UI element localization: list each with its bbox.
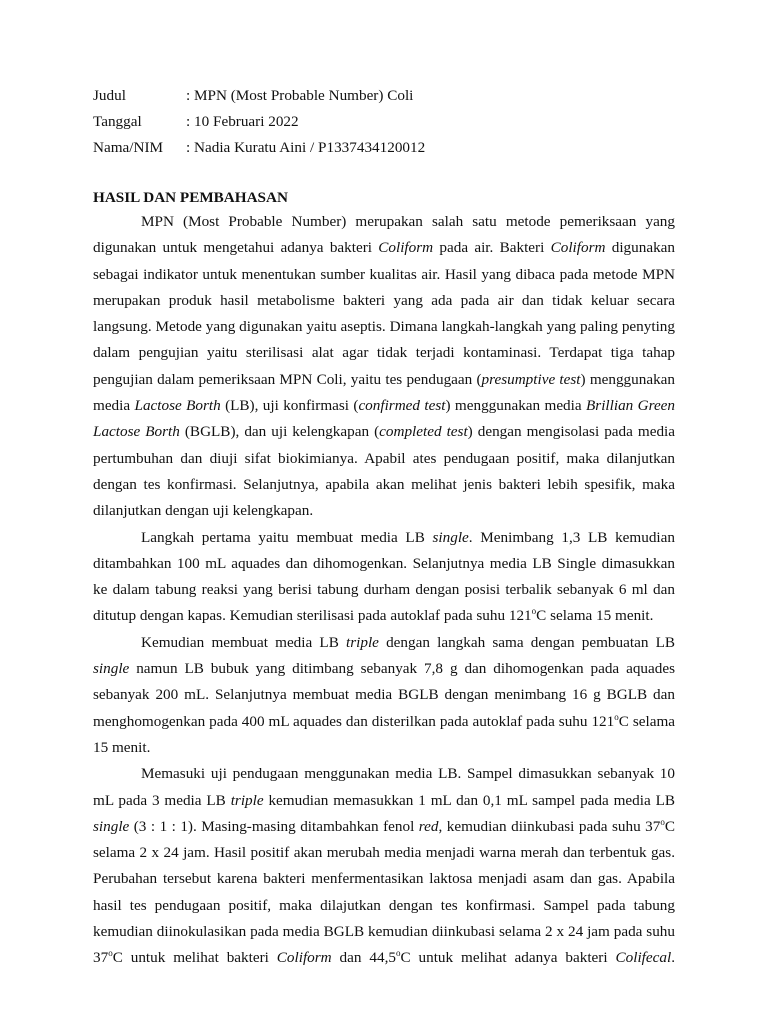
italic-text: Coliform <box>276 949 332 967</box>
italic-text: triple <box>230 791 264 809</box>
text-run: . Menimbang 1,3 LB kemudian ditambahkan 100 mL aquades dan dihomogenkan. Selanjutnya media LB Single dimasukkan ke dalam tabung reaksi yang berisi tabung durham dengan posisi terbalik sebanyak 6 ml dan ditutup dengan kapas. Kemudian sterilisasi pada autoklaf pada suhu 121 <box>93 528 675 625</box>
meta-row-name <box>93 138 425 164</box>
text-run: MPN (Most Probable Number) merupakan salah satu metode pemeriksaan yang digunakan untuk mengetahui adanya bakteri <box>93 213 675 257</box>
text-run: Kemudian membuat media LB <box>141 633 346 651</box>
document-body <box>93 209 675 972</box>
text-run: kemudian memasukkan 1 mL dan 0,1 mL sampel pada media LB <box>263 791 675 809</box>
italic-text: red <box>418 817 439 835</box>
meta-row-date <box>93 112 425 138</box>
text-run: (BGLB), dan uji kelengkapan ( <box>179 423 380 441</box>
italic-text: Coliform <box>550 239 606 257</box>
text-run: dengan langkah sama dengan pembuatan LB <box>378 633 675 651</box>
text-run: . <box>671 949 675 967</box>
meta-value: : Nadia Kuratu Aini / P1337434120012 <box>186 139 426 156</box>
text-run: , kemudian diinkubasi pada suhu 37 <box>438 817 661 835</box>
superscript-text: o <box>660 816 665 827</box>
italic-text: presumptive test <box>481 370 581 388</box>
superscript-text: o <box>614 711 619 722</box>
text-run: ) dengan mengisolasi pada media pertumbuhan dan diuji sifat biokimianya. Apabil ates pendugaan positif, maka dilanjutkan dengan tes konfirmasi. Selanjutnya, apabila akan melihat jenis bakteri lebih spesifik, maka dilanjutkan dengan uji kelengkapan. <box>93 423 675 520</box>
meta-row-title <box>93 86 425 112</box>
text-run: (3 : 1 : 1). Masing-masing ditambahkan fenol <box>129 817 419 835</box>
italic-text: single <box>432 528 469 546</box>
italic-text: completed test <box>379 423 468 441</box>
section-heading: HASIL DAN PEMBAHASAN <box>93 189 288 206</box>
paragraph-4 <box>93 761 675 971</box>
meta-value: : MPN (Most Probable Number) Coli <box>186 87 414 104</box>
text-run: dan 44,5 <box>331 949 396 967</box>
meta-value: : 10 Februari 2022 <box>186 113 299 130</box>
text-run: pada air. Bakteri <box>433 239 551 257</box>
meta-key: Tanggal <box>93 113 142 130</box>
paragraph-3 <box>93 630 675 761</box>
italic-text: triple <box>346 633 379 651</box>
superscript-text: o <box>395 948 401 959</box>
superscript-text: o <box>531 606 537 617</box>
text-run: C selama 15 menit. <box>536 607 654 625</box>
text-run: digunakan sebagai indikator untuk menentukan sumber kualitas air. Hasil yang dibaca pada metode MPN merupakan produk hasil metabolisme bakteri yang ada pada air dan tidak keluar secara langsung. Metode yang digunakan yaitu aseptis. Dimana langkah-langkah yang paling penyting dalam pengujian yaitu sterilisasi alat agar tidak terjadi kontaminasi. Terdapat tiga tahap pengujian dalam pemeriksaan MPN Coli, yaitu tes pendugaan ( <box>93 239 675 388</box>
italic-text: confirmed test <box>358 397 446 415</box>
text-run: C selama 2 x 24 jam. Hasil positif akan merubah media menjadi warna merah dan terbentuk gas. Perubahan tersebut karena bakteri menfermentasikan laktosa menjadi asam dan gas. Apabila hasil tes pendugaan positif, maka dilajutkan dengan tes konfirmasi. Sampel pada tabung kemudian diinokulasikan pada media BGLB kemudian diinkubasi selama 2 x 24 jam pada suhu 37 <box>93 817 675 967</box>
italic-text: Coliform <box>378 239 434 257</box>
paragraph-2 <box>93 525 675 630</box>
text-run: namun LB bubuk yang ditimbang sebanyak 7,8 g dan dihomogenkan pada aquades sebanyak 200 mL. Selanjutnya membuat media BGLB dengan menimbang 16 g BGLB dan menghomogenkan pada 400 mL aquades dan disterilkan pada autoklaf pada suhu 121 <box>93 660 675 730</box>
text-run: (LB), uji konfirmasi ( <box>220 397 359 415</box>
text-run: Memasuki uji pendugaan menggunakan media LB. Sampel dimasukkan sebanyak 10 mL pada 3 media LB <box>93 765 675 809</box>
meta-key: Judul <box>93 87 126 104</box>
text-run: Langkah pertama yaitu membuat media LB <box>141 528 433 546</box>
italic-text: single <box>93 817 130 835</box>
italic-text: single <box>93 660 130 678</box>
paragraph-1 <box>93 209 675 525</box>
document-meta <box>93 86 425 164</box>
italic-text: Lactose Borth <box>134 397 221 415</box>
text-run: C selama 15 menit. <box>93 712 676 756</box>
meta-key: Nama/NIM <box>93 139 164 156</box>
italic-text: Colifecal <box>615 949 672 967</box>
italic-text: Brillian Green Lactose Borth <box>93 397 676 441</box>
text-run: ) menggunakan media <box>93 370 676 415</box>
superscript-text: o <box>108 948 113 959</box>
text-run: C untuk melihat adanya bakteri <box>400 949 616 967</box>
text-run: C untuk melihat bakteri <box>112 949 277 967</box>
text-run: ) menggunakan media <box>445 397 586 415</box>
